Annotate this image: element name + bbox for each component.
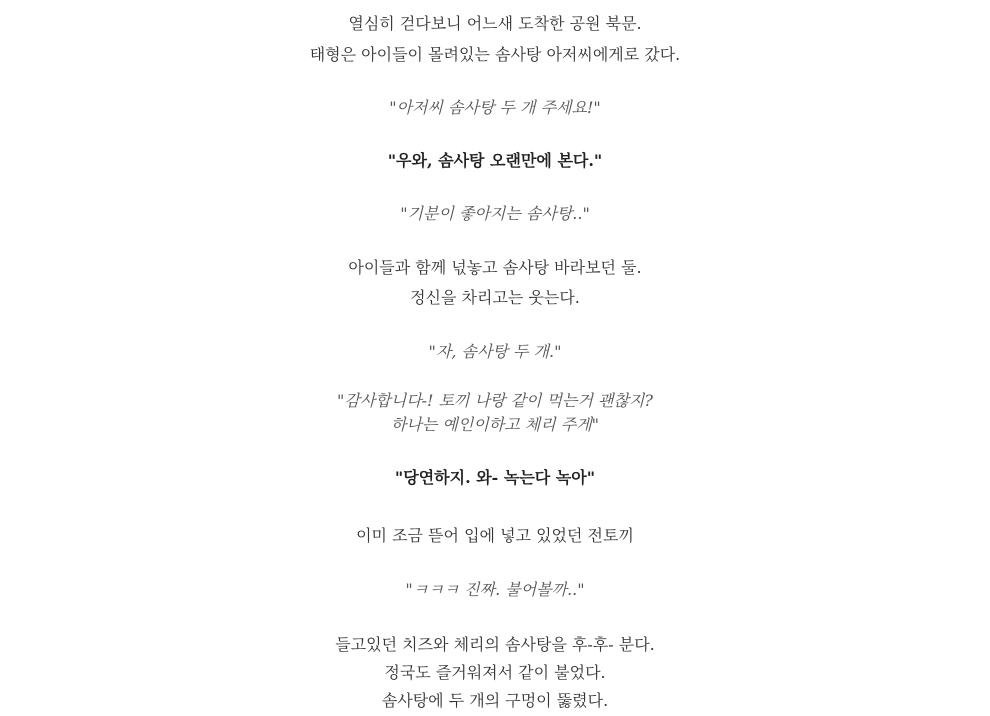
dialogue-line: "자, 솜사탕 두 개." [428,342,562,361]
dialogue-line: "감사합니다-! 토끼 나랑 같이 먹는거 괜찮지? [337,391,653,410]
narration-line: 정신을 차리고는 웃는다. [410,288,580,307]
narration-line: 솜사탕에 두 개의 구멍이 뚫렸다. [381,691,609,710]
dialogue-line: "ㅋㅋㅋ 진짜. 불어볼까.." [405,580,585,599]
narration-line: 들고있던 치즈와 체리의 솜사탕을 후-후- 분다. [335,635,655,654]
narration-line: 정국도 즐거워져서 같이 불었다. [384,663,606,682]
dialogue-line: "기분이 좋아지는 솜사탕.." [400,204,590,223]
narration-line: 열심히 걷다보니 어느새 도착한 공원 북문. [348,14,642,33]
narration-line: 아이들과 함께 넋놓고 솜사탕 바라보던 둘. [348,258,642,277]
dialogue-line: 하나는 예인이하고 체리 주게" [390,415,600,434]
narration-line: 태형은 아이들이 몰려있는 솜사탕 아저씨에게로 갔다. [309,45,681,64]
narration-line: 이미 조금 뜯어 입에 넣고 있었던 전토끼 [356,526,634,545]
dialogue-line-bold: "당연하지. 와- 녹는다 녹아" [394,468,596,487]
dialogue-line-bold: "우와, 솜사탕 오랜만에 본다." [387,151,603,170]
dialogue-line: "아저씨 솜사탕 두 개 주세요!" [389,98,601,117]
